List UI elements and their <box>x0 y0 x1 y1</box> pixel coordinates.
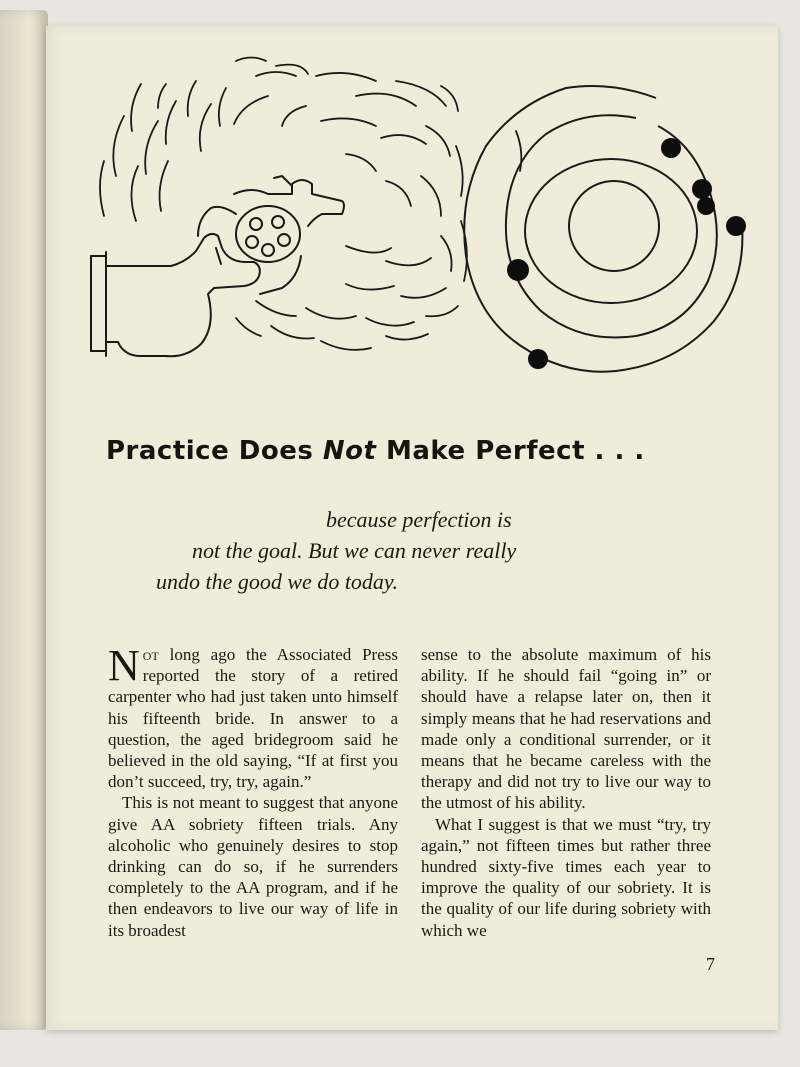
drop-cap: N <box>108 641 140 690</box>
title-text-end: Make Perfect . . . <box>376 436 645 466</box>
paragraph-1 <box>108 641 398 792</box>
first-word-rest: ot <box>142 645 159 664</box>
bullseye-target-icon <box>464 86 742 372</box>
paragraph-4: What I suggest is that we must “try, try again,” not fifteen times but rather three hundred sixty-five times each year to improve the quality of our sobriety. It is the quality of our life during sobriety with which we <box>421 814 711 940</box>
page-number: 7 <box>706 954 715 974</box>
title-text-start: Practice Does <box>106 436 323 466</box>
title-emphasis: Not <box>322 436 377 466</box>
smoke-swirls-icon <box>100 58 521 350</box>
subtitle-line-3: undo the good we do today. <box>156 569 398 594</box>
article-title <box>106 436 746 466</box>
paragraph-1-text: long ago the Associated Press reported the story of a retired carpenter who had just taken unto himself his fifteenth bride. In answer to a question, the aged bridegroom said he believed in the old saying, “If at first you don’t succeed, try, try, again.” <box>108 645 398 792</box>
body-column-right <box>421 644 711 941</box>
bullet-holes <box>507 138 746 369</box>
subtitle-line-2: not the goal. But we can never really <box>192 538 517 563</box>
subtitle-line-1: because perfection is <box>326 507 512 532</box>
left-page-edge <box>0 10 48 1030</box>
paragraph-3: sense to the absolute maximum of his ability. If he should fail “going in” or should have a relapse later on, then it simply means that he had reservations and made only a conditional surrender, or it means that he became careless with the therapy and did not try to live our way to the utmost of his ability. <box>421 645 711 813</box>
paragraph-2: This is not meant to suggest that anyone give AA sobriety fifteen trials. Any alcoholic who genuinely desires to stop drinking can do so, if he surrenders completely to the AA program, and if he then endeavors to live our way of life in its broadest <box>108 793 398 940</box>
body-column-left <box>108 641 398 941</box>
illustration <box>46 26 778 406</box>
hand-holding-revolver-icon <box>91 176 344 356</box>
article-subtitle <box>136 504 636 597</box>
book-page <box>46 26 778 1030</box>
